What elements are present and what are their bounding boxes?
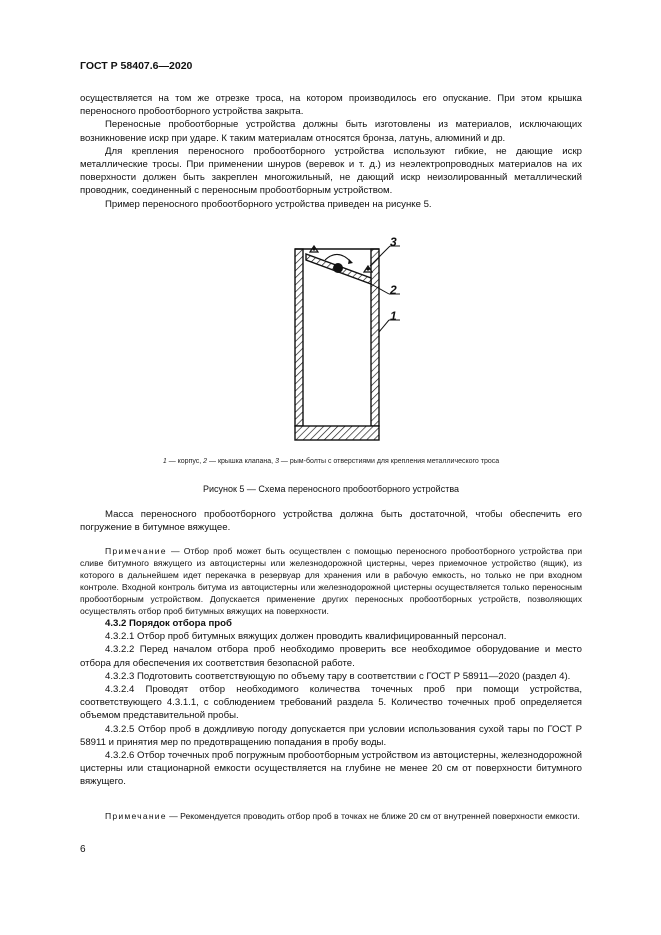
callout-label-1: 1: [390, 309, 397, 323]
paragraph: Масса переносного пробоотборного устройства должна быть достаточной, чтобы обеспечить его погружение в битумное вяжущее.: [80, 509, 582, 534]
page-number: 6: [80, 844, 86, 855]
note-block-1: [80, 545, 582, 617]
callout-label-2: 2: [390, 283, 397, 297]
section-heading: 4.3.2 Порядок отбора проб: [105, 618, 232, 629]
note-label: Примечание: [105, 546, 167, 556]
valve-lid: [306, 254, 371, 284]
legend-num: 2: [203, 458, 208, 465]
note-text: — Отбор проб может быть осуществлен с помощью переносного пробоотборного устройства при сливе битумного вяжущего из автоцистерны или железнодорожной цистерны, через приемочное устройство (ящик), из которого в дальнейшем идет перекачка в резервуар для хранения или в рабочую емкость, но только не при входном контроле. Входной контроль битума из автоцистерны или железнодорожной цистерны осуществляется только переносным пробоотборным устройством. Допускается применение других переносных пробоотборных устройств, позволяющих осуществлять отбор проб битумных вяжущих на поверхности.: [80, 546, 582, 616]
note-text: — Рекомендуется проводить отбор проб в точках не ближе 20 см от внутренней поверхности емкости.: [166, 811, 580, 821]
figure-caption: Рисунок 5 — Схема переносного пробоотборного устройства: [202, 484, 460, 494]
list-item: 4.3.2.1 Отбор проб битумных вяжущих должен проводить квалифицированный персонал.: [105, 631, 507, 643]
note-block-2: [80, 810, 582, 822]
list-item: 4.3.2.2 Перед началом отбора проб необходимо проверить все необходимое оборудование и место отбора для обеспечения их соответствия безопасной работе.: [80, 644, 582, 669]
note-label: Примечание: [105, 811, 167, 821]
list-item: 4.3.2.4 Проводят отбор необходимого количества точечных проб при помощи устройства, соответствующего 4.3.1.1, с соблюдением требований раздела 5. Количество точечных проб определяется объемом представительной пробы.: [80, 684, 582, 722]
legend-text: — крышка клапана,: [207, 458, 276, 465]
legend-num: 3: [275, 458, 279, 465]
figure-sampler-diagram: [270, 232, 420, 447]
paragraph: Пример переносного пробоотборного устройства приведен на рисунке 5.: [105, 198, 432, 210]
note: [80, 810, 582, 822]
after-figure-block: [80, 508, 582, 534]
callout-label-3: 3: [390, 235, 397, 249]
list-item: 4.3.2.5 Отбор проб в дождливую погоду допускается при условии использования сухой тары по ГОСТ Р 58911 и принятия мер по предотвращению попадания в пробу воды.: [80, 723, 582, 748]
legend-num: 1: [162, 458, 167, 465]
list-item: 4.3.2.3 Подготовить соответствующую по объему тару в соответствии с ГОСТ Р 58911—2020 (раздел 4).: [105, 670, 571, 682]
list-item: 4.3.2.6 Отбор точечных проб погружным пробоотборным устройством из автоцистерны, железнодорожной цистерны или стационарной емкости осуществляется на глубине не менее 20 см от поверхности битумного вяжущего.: [80, 750, 582, 788]
paragraph: осуществляется на том же отрезке троса, на котором производилось его опускание. При этом крышка переносного пробоотборного устройства закрыта.: [80, 93, 582, 118]
paragraph: Переносные пробоотборные устройства должны быть изготовлены из материалов, исключающих возникновение искр при ударе. К таким материалам относятся бронза, латунь, алюминий и др.: [80, 119, 582, 144]
note: [80, 545, 582, 617]
legend-text: — рым-болты с отверстиями для крепления металлического троса: [278, 458, 500, 465]
lid-center-bolt: [333, 263, 343, 273]
paragraph: Для крепления переносного пробоотборного устройства используют гибкие, не дающие искр металлические тросы. При применении шнуров (веревок и т. д.) из неэлектропроводных материалов на их поверхности должен быть закреплен многожильный, не дающий искр неизолированный металлический проводник, соединенный с переносным пробоотборным устройством.: [80, 145, 582, 197]
top-text-block: [80, 92, 582, 211]
figure-legend: [80, 458, 582, 465]
section-4-3-2: [80, 617, 582, 789]
document-header: ГОСТ Р 58407.6—2020: [80, 60, 193, 72]
legend-text: — корпус,: [166, 458, 204, 465]
